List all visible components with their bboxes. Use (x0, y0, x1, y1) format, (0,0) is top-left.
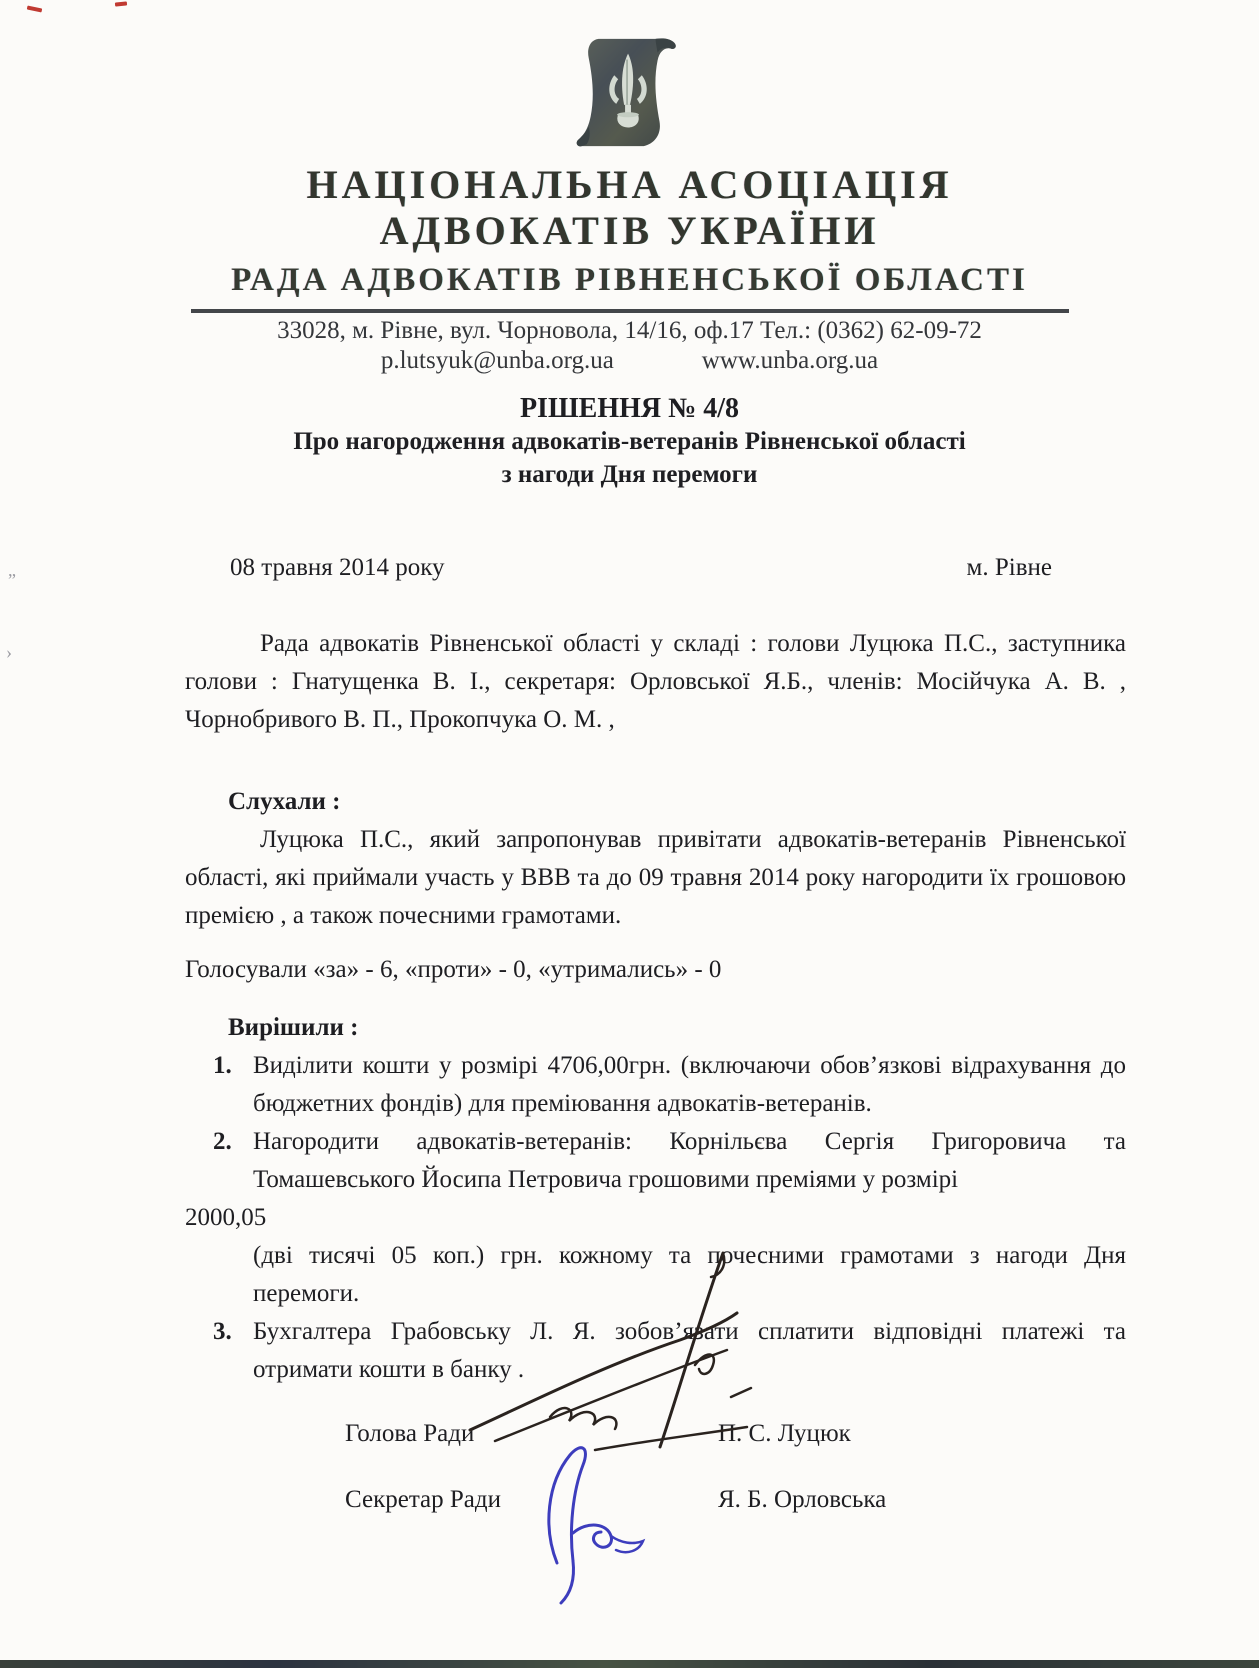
signature-name: П. С. Луцюк (718, 1420, 851, 1447)
decision-item-3 (185, 1313, 1126, 1389)
scan-noise-speck: › (6, 642, 12, 662)
org-website: www.unba.org.ua (701, 347, 879, 374)
document-place: м. Рівне (966, 554, 1052, 581)
org-email: p.lutsyuk@unba.org.ua (380, 347, 614, 374)
decision-number-title: РІШЕННЯ № 4/8 (519, 393, 740, 424)
voting-results-line: Голосували «за» - 6, «проти» - 0, «утримались» - 0 (185, 956, 722, 983)
handwritten-signature-blue (515, 1433, 665, 1608)
item-text: Виділити кошти у розмірі 4706,00грн. (включаючи обов’язкові відрахування до бюджетних фондів) для преміювання адвокатів-ветеранів. (253, 1052, 1126, 1117)
item-number: 1. (213, 1052, 232, 1079)
council-composition-paragraph: Рада адвокатів Рівненської області у складі : голови Луцюка П.С., заступника голови : Гнатущенка В. І., секретаря: Орловської Я.Б., членів: Мосійчука А. В. , Чорнобривого В. П., Прокопчука О. М. , (185, 630, 1126, 733)
dateline (185, 549, 1126, 587)
signature-row-secretary (185, 1481, 1126, 1521)
item-text: Бухгалтера Грабовську Л. Я. зобов’язати сплатити відповідні платежі та отримати кошти в банку . (253, 1318, 1126, 1383)
decided-heading: Вирішили : (228, 1014, 359, 1041)
org-contacts (0, 346, 1259, 376)
scan-noise-speck: „ (8, 560, 16, 580)
document-date: 08 травня 2014 року (230, 554, 445, 581)
decision-item-2-continuation: (дві тисячі 05 коп.) грн. кожному та почесними грамотами з нагоди Дня перемоги. (253, 1242, 1126, 1307)
item-number: 2. (213, 1128, 232, 1155)
signature-role-label: Секретар Ради (345, 1486, 501, 1513)
org-name-line2: АДВОКАТІВ УКРАЇНИ (379, 208, 880, 253)
org-name-line3: РАДА АДВОКАТІВ РІВНЕНСЬКОЇ ОБЛАСТІ (231, 262, 1028, 298)
signature-role-label: Голова Ради (345, 1420, 475, 1447)
decision-subject-line2: з нагоди Дня перемоги (501, 461, 758, 488)
decision-title-block (0, 392, 1259, 491)
signature-name: Я. Б. Орловська (718, 1486, 887, 1513)
org-name-line1: НАЦІОНАЛЬНА АСОЦІАЦІЯ (306, 162, 953, 207)
scan-artifact-red-mark (115, 1, 127, 6)
item-text: Нагородити адвокатів-ветеранів: Корнільєва Сергія Григоровича та Томашевського Йосипа Петровича грошовими преміями у розмірі (253, 1128, 1126, 1193)
decision-subject-line1: Про нагородження адвокатів-ветеранів Рівненської області (293, 428, 966, 455)
premium-amount-overflow: 2000,05 (185, 1204, 267, 1231)
decision-item-2 (185, 1123, 1126, 1199)
document-body (185, 549, 1126, 1521)
heard-paragraph: Луцюка П.С., який запропонував привітати адвокатів-ветеранів Рівненської області, які приймали участь у ВВВ та до 09 травня 2014 року нагородити їх грошовою премією , а також почесними грамотами. (185, 826, 1126, 929)
signature-row-head (185, 1415, 1126, 1455)
unba-logo-icon (569, 30, 691, 158)
scanner-edge-artifact (0, 1660, 1259, 1668)
decision-item-1 (185, 1047, 1126, 1123)
item-number: 3. (213, 1318, 232, 1345)
heard-heading: Слухали : (228, 788, 341, 815)
scan-artifact-red-mark (27, 5, 43, 12)
header-divider (191, 309, 1069, 313)
org-address: 33028, м. Рівне, вул. Чорновола, 14/16, оф.17 Тел.: (0362) 62-09-72 (277, 317, 982, 344)
